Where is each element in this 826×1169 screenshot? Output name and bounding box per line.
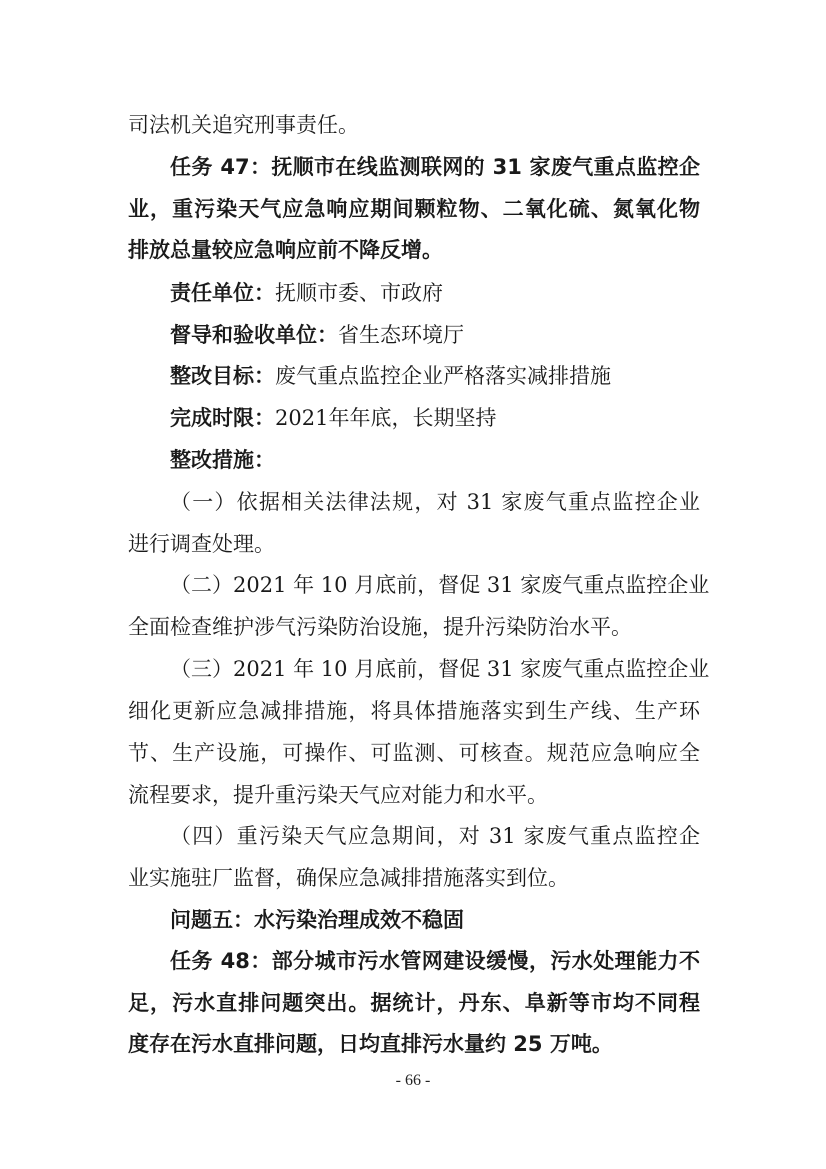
measure-3-line-4: 流程要求，提升重污染天气应对能力和水平。 — [128, 783, 548, 807]
task-48-line-2: 足，污水直排问题突出。据统计，丹东、阜新等市均不同程 — [128, 991, 700, 1015]
task-48-line-1: 任务 48：部分城市污水管网建设缓慢，污水处理能力不 — [170, 949, 700, 973]
measure-3-line-3: 节、生产设施，可操作、可监测、可核查。规范应急响应全 — [128, 741, 700, 765]
measure-1-line-1: （一）依据相关法律法规，对 31 家废气重点监控企业 — [170, 490, 700, 514]
rectification-goal-label: 整改目标： — [170, 364, 275, 388]
measure-4-line-2: 业实施驻厂监督，确保应急减排措施落实到位。 — [128, 866, 569, 890]
supervising-unit-value: 省生态环境厅 — [338, 323, 464, 347]
responsible-unit-label: 责任单位： — [170, 281, 275, 305]
measure-3-line-2: 细化更新应急减排措施，将具体措施落实到生产线、生产环 — [128, 699, 700, 723]
completion-deadline — [170, 403, 700, 433]
measure-1-line-2: 进行调查处理。 — [128, 532, 275, 556]
rectification-goal-value: 废气重点监控企业严格落实减排措施 — [275, 364, 611, 388]
task-48-line-3: 度存在污水直排问题，日均直排污水量约 25 万吨。 — [128, 1032, 613, 1056]
supervising-unit — [170, 320, 700, 350]
task-47-line-2: 业，重污染天气应急响应期间颗粒物、二氧化硫、氮氧化物 — [128, 197, 700, 221]
issue-5-heading: 问题五：水污染治理成效不稳固 — [170, 908, 464, 932]
measure-2-line-1: （二）2021 年 10 月底前，督促 31 家废气重点监控企业 — [170, 573, 710, 597]
task-47-line-3: 排放总量较应急响应前不降反增。 — [128, 238, 443, 262]
measure-2-line-2: 全面检查维护涉气污染防治设施，提升污染防治水平。 — [128, 615, 632, 639]
completion-deadline-label: 完成时限： — [170, 406, 275, 430]
measures-label: 整改措施： — [170, 448, 275, 472]
measure-4-line-1: （四）重污染天气应急期间，对 31 家废气重点监控企 — [170, 824, 700, 848]
measure-3-line-1: （三）2021 年 10 月底前，督促 31 家废气重点监控企业 — [170, 657, 710, 681]
responsible-unit-value: 抚顺市委、市政府 — [275, 281, 443, 305]
paragraph-continued: 司法机关追究刑事责任。 — [128, 113, 359, 137]
supervising-unit-label: 督导和验收单位： — [170, 323, 338, 347]
page-number: - 66 - — [395, 1072, 431, 1089]
completion-deadline-value: 2021年年底，长期坚持 — [275, 406, 497, 430]
responsible-unit — [170, 278, 700, 308]
rectification-goal — [170, 361, 700, 391]
task-47-line-1: 任务 47：抚顺市在线监测联网的 31 家废气重点监控企 — [170, 155, 700, 179]
